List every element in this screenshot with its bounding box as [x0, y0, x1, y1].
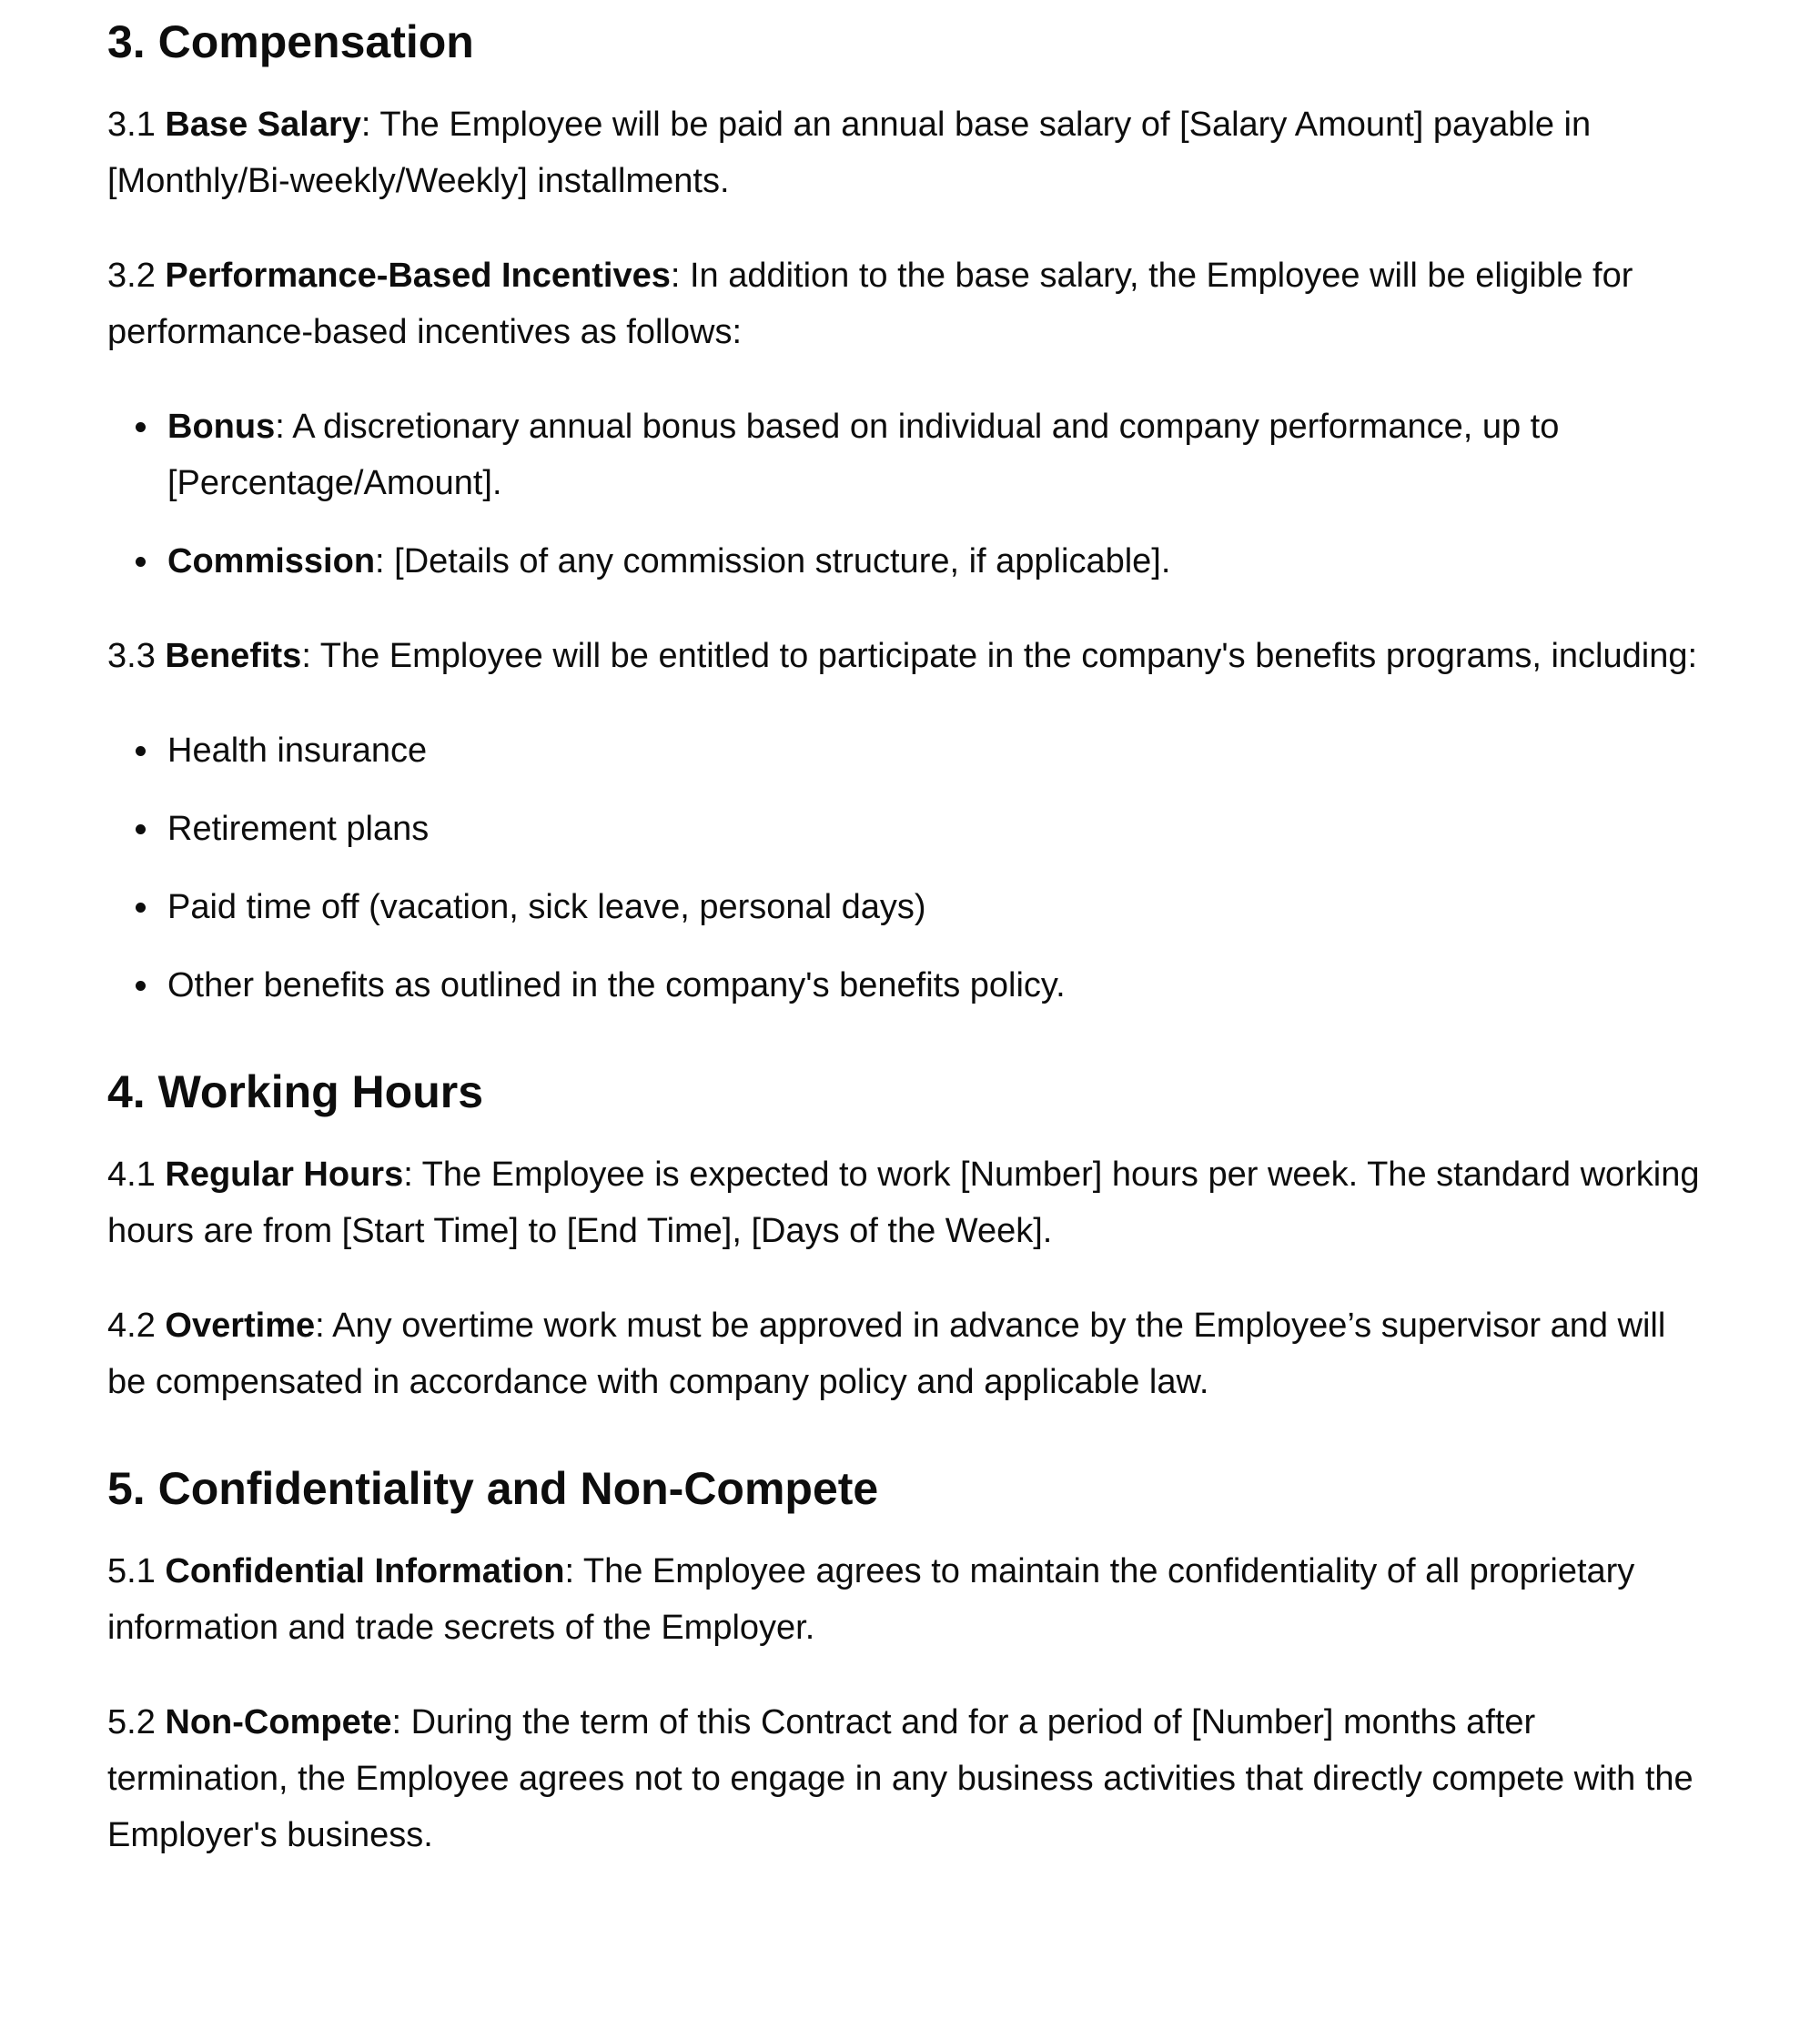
benefits-list: [107, 722, 1713, 1014]
section-heading-compensation: 3. Compensation: [107, 16, 474, 67]
clause-benefits: [107, 628, 1713, 684]
clause-text: : Any overtime work must be approved in advance by the Employee’s supervisor and will be compensated in accordance with company policy and applicable law.: [107, 1307, 1666, 1401]
clause-regular-hours: [107, 1146, 1713, 1259]
clause-number: 5.2: [107, 1703, 166, 1741]
list-item-term: Commission: [167, 542, 376, 580]
clause-term: Confidential Information: [165, 1552, 565, 1590]
clause-number: 3.3: [107, 637, 166, 675]
clause-term: Regular Hours: [165, 1156, 404, 1194]
clause-text: : The Employee is expected to work [Number] hours per week. The standard working hours are from [Start Time] to [End Time], [Days of the Week].: [107, 1156, 1700, 1250]
clause-number: 5.1: [107, 1552, 166, 1590]
list-item-retirement-plans: • Retirement plans: [162, 801, 1713, 857]
list-item-text: : [Details of any commission structure, if applicable].: [375, 542, 1171, 580]
clause-term: Overtime: [165, 1307, 316, 1345]
clause-term: Non-Compete: [165, 1703, 392, 1741]
list-item-bonus: [162, 399, 1713, 511]
clause-number: 3.2: [107, 257, 166, 295]
clause-overtime: [107, 1297, 1713, 1410]
clause-term: Base Salary: [165, 106, 361, 144]
clause-text: : The Employee will be entitled to participate in the company's benefits programs, including:: [301, 637, 1698, 675]
clause-confidential-information: [107, 1543, 1713, 1656]
clause-term: Benefits: [165, 637, 302, 675]
section-heading-confidentiality: 5. Confidentiality and Non-Compete: [107, 1463, 879, 1514]
clause-number: 4.2: [107, 1307, 166, 1345]
list-item-paid-time-off: • Paid time off (vacation, sick leave, personal days): [162, 879, 1713, 935]
clause-text: : During the term of this Contract and for a period of [Number] months after termination, the Employee agrees not to engage in any business activities that directly compete with the Employer's business.: [107, 1703, 1694, 1854]
clause-base-salary: [107, 96, 1713, 209]
list-item-other-benefits: • Other benefits as outlined in the company's benefits policy.: [162, 957, 1713, 1014]
incentives-list: [107, 399, 1713, 590]
list-item-commission: [162, 533, 1713, 590]
section-compensation: [107, 15, 1713, 1014]
section-heading-working-hours: 4. Working Hours: [107, 1066, 484, 1117]
clause-text: : In addition to the base salary, the Employee will be eligible for performance-based incentives as follows:: [107, 257, 1633, 351]
section-confidentiality: [107, 1461, 1713, 1863]
list-item-text: : A discretionary annual bonus based on individual and company performance, up to [Percentage/Amount].: [167, 408, 1560, 502]
section-working-hours: [107, 1065, 1713, 1410]
list-item-term: Bonus: [167, 408, 276, 446]
clause-text: : The Employee agrees to maintain the confidentiality of all proprietary information and trade secrets of the Employer.: [107, 1552, 1635, 1647]
list-item-health-insurance: • Health insurance: [162, 722, 1713, 779]
clause-term: Performance-Based Incentives: [165, 257, 671, 295]
clause-performance-incentives: [107, 247, 1713, 360]
clause-non-compete: [107, 1694, 1713, 1863]
clause-number: 4.1: [107, 1156, 166, 1194]
clause-number: 3.1: [107, 106, 166, 144]
clause-text: : The Employee will be paid an annual base salary of [Salary Amount] payable in [Monthly/Bi-weekly/Weekly] installments.: [107, 106, 1592, 200]
